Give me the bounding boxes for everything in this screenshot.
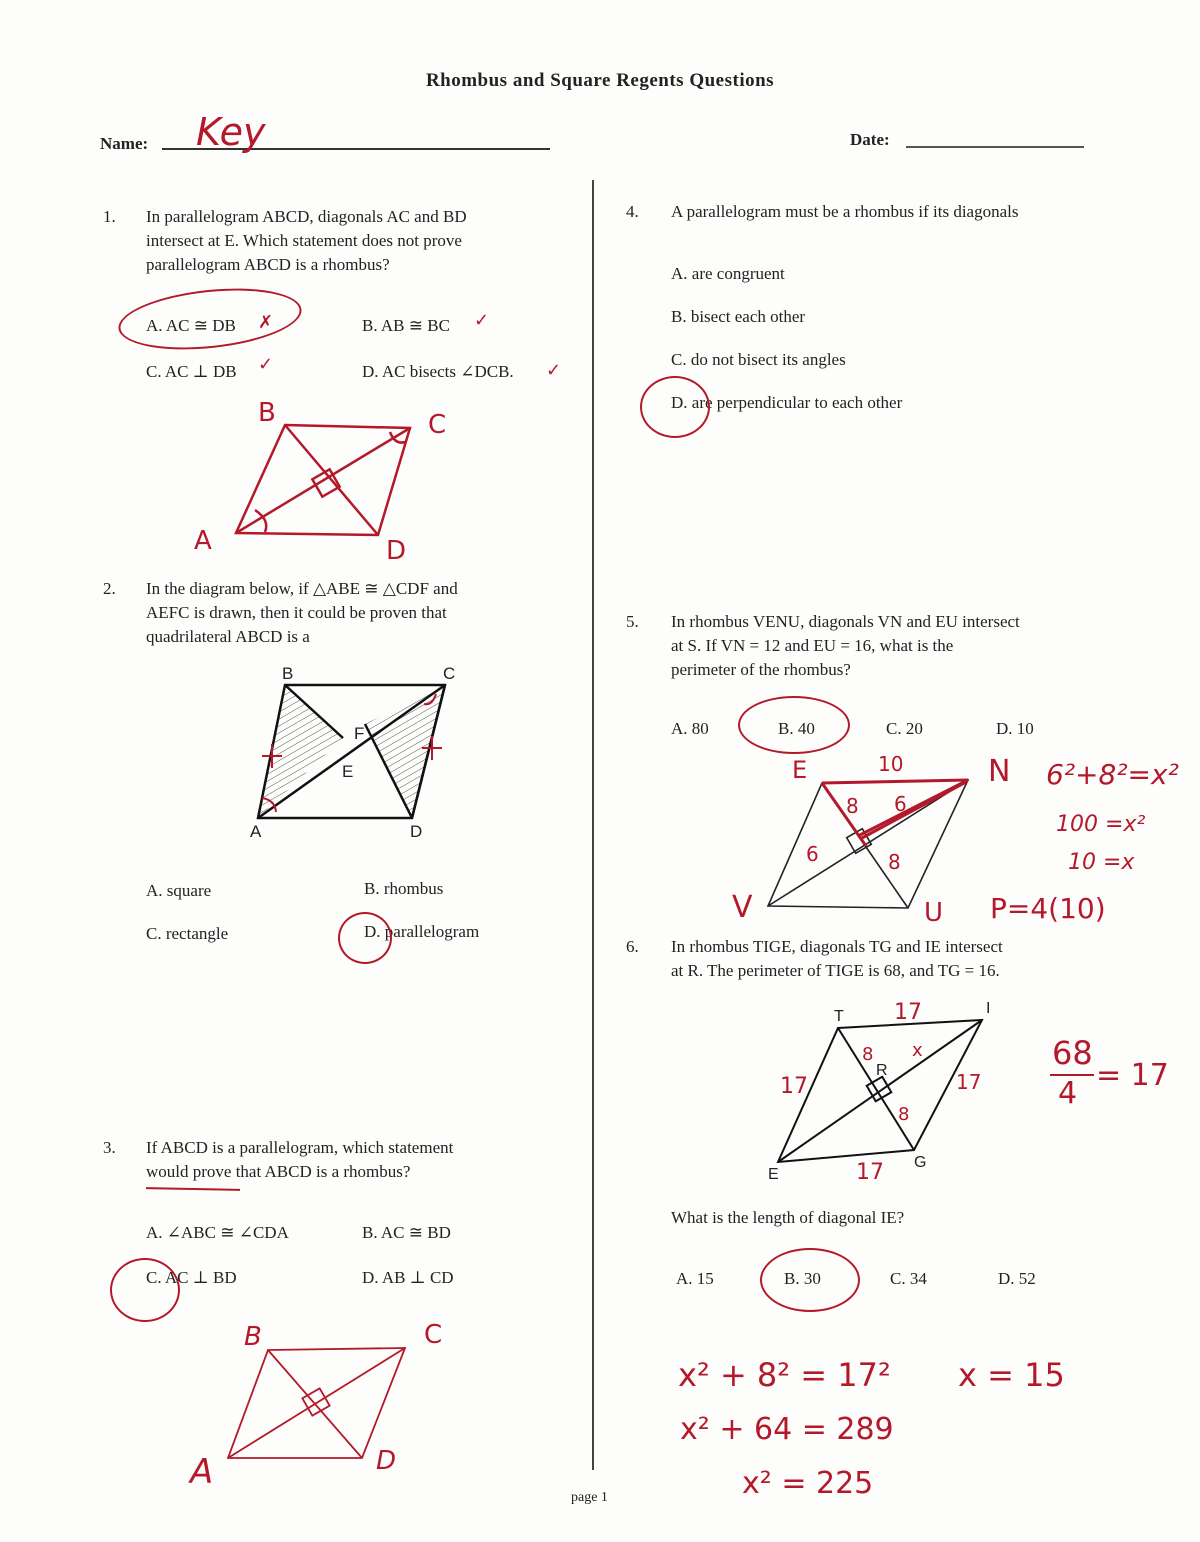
q5-option-b[interactable]: B. 40 [778,719,815,738]
q6-label-r: R [876,1062,888,1079]
q6-text-line2: at R. The perimeter of TIGE is 68, and TG = 16. [671,961,1000,980]
q1-mark-d: ✓ [546,360,562,381]
q6-label-i: I [986,1000,991,1017]
page-number: page 1 [571,1490,608,1505]
q2-label-d: D [410,822,423,841]
q3-text-line1: If ABCD is a parallelogram, which statement [146,1138,454,1157]
q6-label-e: E [768,1166,779,1183]
q5-option-a[interactable]: A. 80 [671,719,709,738]
q3-option-c[interactable]: C. AC ⊥ BD [146,1268,237,1287]
q6-work-line2: x² + 64 = 289 [680,1412,894,1447]
q1-label-d: D [386,536,407,566]
q5-option-c[interactable]: C. 20 [886,719,923,738]
q5-label-s3: 6 [806,842,819,866]
q6-option-a[interactable]: A. 15 [676,1269,714,1288]
q2-number: 2. [103,579,116,598]
q6-fraction-numerator: 68 [1052,1034,1093,1072]
q1-label-b: B [258,398,276,428]
q3-label-d: D [376,1446,397,1476]
q6-fraction-denominator: 4 [1058,1076,1078,1111]
q5-work-line1: 6²+8²=x² [1046,758,1179,791]
q4-option-d[interactable]: D. are perpendicular to each other [671,393,903,412]
q3-label-c: C [424,1320,443,1350]
q1-text-line3: parallelogram ABCD is a rhombus? [146,255,390,274]
q2-label-b: B [282,664,294,683]
q1-option-d[interactable]: D. AC bisects ∠DCB. [362,362,514,381]
q6-text-line1: In rhombus TIGE, diagonals TG and IE intersect [671,937,1003,956]
q6-side-top: 17 [894,1000,922,1025]
q4-number: 4. [626,202,639,221]
q6-question: What is the length of diagonal IE? [671,1208,905,1227]
q6-work-line3: x² = 225 [742,1466,874,1501]
q1-mark-a: ✗ [258,312,274,333]
q1-mark-c: ✓ [258,354,274,375]
q2-option-d[interactable]: D. parallelogram [364,922,480,941]
q4-text: A parallelogram must be a rhombus if its diagonals [671,202,1019,221]
q5-work-line2: 100 =x² [1056,812,1146,837]
q2-text-line1: In the diagram below, if △ABE ≅ △CDF and [146,579,458,598]
q1-label-a: A [194,526,212,556]
q6-work-line1: x² + 8² = 17² [678,1356,891,1394]
q6-answer-circle [760,1248,860,1312]
q6-number: 6. [626,937,639,956]
q2-option-b[interactable]: B. rhombus [364,879,444,898]
q5-work-line3: 10 =x [1068,850,1135,875]
q4-option-c[interactable]: C. do not bisect its angles [671,350,846,369]
q6-half-diag-bottom: 8 [898,1104,910,1125]
q5-text-line1: In rhombus VENU, diagonals VN and EU intersect [671,612,1020,631]
q6-label-t: T [834,1008,844,1025]
q5-label-s1: 8 [846,794,859,818]
q5-text-line2: at S. If VN = 12 and EU = 16, what is the [671,636,954,655]
q1-option-c[interactable]: C. AC ⊥ DB [146,362,237,381]
q3-number: 3. [103,1138,116,1157]
q4-option-b[interactable]: B. bisect each other [671,307,806,326]
q5-label-u: U [924,898,944,928]
q1-option-b[interactable]: B. AB ≅ BC [362,316,450,335]
q1-text-line2: intersect at E. Which statement does not prove [146,231,462,250]
q6-option-c[interactable]: C. 34 [890,1269,927,1288]
q3-label-b: B [244,1322,262,1352]
name-label: Name: [100,134,149,153]
q2-text-line2: AEFC is drawn, then it could be proven that [146,603,447,622]
q5-work-line4: P=4(10) [990,892,1106,925]
q6-work-answer: x = 15 [958,1356,1065,1394]
q2-label-c: C [443,664,456,683]
q6-option-d[interactable]: D. 52 [998,1269,1036,1288]
q3-option-d[interactable]: D. AB ⊥ CD [362,1268,454,1287]
q2-text-line3: quadrilateral ABCD is a [146,627,310,646]
q6-side-bottom: 17 [856,1160,884,1185]
q6-label-g: G [914,1154,927,1171]
q1-label-c: C [428,410,447,440]
q3-label-a: A [190,1452,214,1492]
q1-text-line1: In parallelogram ABCD, diagonals AC and BD [146,207,467,226]
q5-label-e: E [792,756,808,784]
q3-option-b[interactable]: B. AC ≅ BD [362,1223,451,1242]
q6-side-left: 17 [780,1074,808,1099]
q1-number: 1. [103,207,116,226]
q3-text-line2: would prove that ABCD is a rhombus? [146,1162,411,1181]
date-label: Date: [850,130,890,149]
q2-label-f: F [354,724,365,743]
q5-label-s2: 6 [894,792,907,816]
q5-number: 5. [626,612,639,631]
name-value: Key [196,110,266,154]
q6-side-right: 17 [956,1070,982,1094]
q2-option-a[interactable]: A. square [146,881,212,900]
q5-label-n: N [988,754,1011,789]
page-title: Rhombus and Square Regents Questions [425,70,775,91]
q6-half-diag-top: 8 [862,1044,874,1065]
q6-half-diag-x: x [912,1040,923,1061]
q1-option-a[interactable]: A. AC ≅ DB [146,316,236,335]
q5-label-side: 10 [878,752,904,776]
q5-label-s4: 8 [888,850,901,874]
q6-fraction-result: = 17 [1096,1058,1169,1093]
q2-option-c[interactable]: C. rectangle [146,924,229,943]
q5-option-d[interactable]: D. 10 [996,719,1034,738]
q5-label-v: V [732,890,753,925]
q3-option-a[interactable]: A. ∠ABC ≅ ∠CDA [146,1223,289,1242]
q2-label-e: E [342,762,354,781]
q2-label-a: A [250,822,262,841]
q1-mark-b: ✓ [474,310,490,331]
q6-option-b[interactable]: B. 30 [784,1269,821,1288]
q5-text-line3: perimeter of the rhombus? [671,660,851,679]
q4-option-a[interactable]: A. are congruent [671,264,785,283]
